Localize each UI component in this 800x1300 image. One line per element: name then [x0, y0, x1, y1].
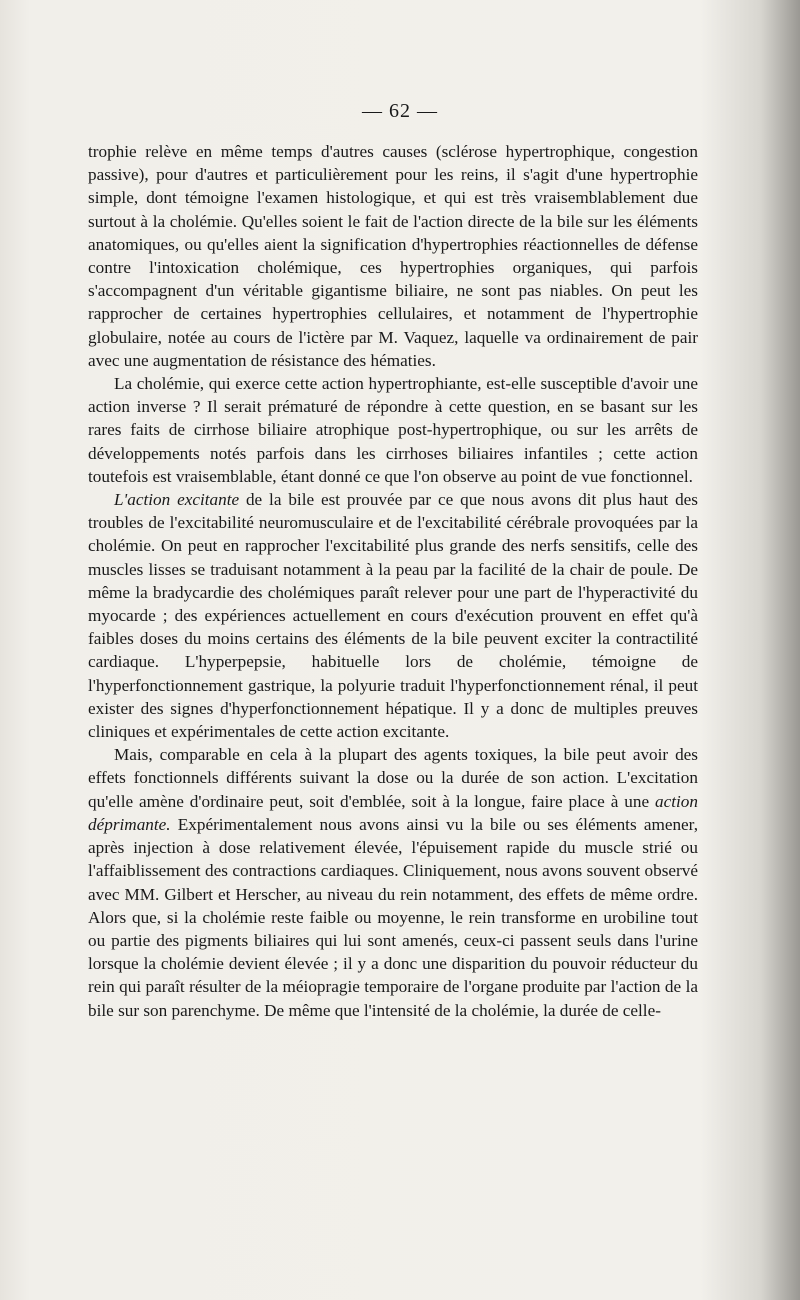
- body-text: [88, 140, 698, 1022]
- paragraph-4-text-after: Expérimentalement nous avons ainsi vu la bile ou ses éléments amener, après injection à dose relativement élevée, l'épuisement rapide du muscle strié ou l'affaiblissement des contractions cardiaques. Cliniquement, nous avons souvent observé avec MM. Gilbert et Herscher, au niveau du rein notamment, des effets de même ordre. Alors que, si la cholémie reste faible ou moyenne, le rein transforme en urobiline tout ou partie des pigments biliaires qui lui sont amenés, ceux-ci passent seuls dans l'urine lorsque la cholémie devient élevée ; il y a donc une disparition du pouvoir réducteur du rein qui paraît résulter de la méiopragie temporaire de l'organe produite par l'action de la bile sur son parenchyme. De même que l'intensité de la cholémie, la durée de celle-: [88, 814, 698, 1020]
- italic-heading-action-excitante: L'action excitante: [114, 490, 240, 510]
- paragraph-4-text-before: Mais, comparable en cela à la plupart des agents toxiques, la bile peut avoir des effets fonctionnels différents suivant la dose ou la durée de son action. L'excitation qu'elle amène d'ordinaire peut, soit d'emblée, soit à la longue, faire place à une: [88, 745, 698, 811]
- italic-action-deprimante: action déprimante.: [88, 791, 698, 834]
- paragraph-3-text: de la bile est prouvée par ce que nous avons dit plus haut des troubles de l'excitabilité neuromusculaire et de l'excitabilité cérébrale provoquées par la cholémie. On peut en rapprocher l'excitabilité plus grande des nerfs sensitifs, celle des muscles lisses se traduisant notamment à la peau par la facilité de la chair de poule. De même la bradycardie des cholémiques paraît relever pour une part de l'hyperactivité du myocarde ; des expériences actuellement en cours d'exécution prouvent en effet qu'à faibles doses du moins certains des éléments de la bile peuvent exciter la contractilité cardiaque. L'hyperpepsie, habituelle lors de cholémie, témoigne de l'hyperfonctionnement gastrique, la polyurie traduit l'hyperfonctionnement rénal, il peut exister des signes d'hyperfonctionnement hépatique. Il y a donc de multiples preuves cliniques et expérimentales de cette action excitante.: [88, 490, 698, 742]
- paragraph-2: La cholémie, qui exerce cette action hypertrophiante, est-elle susceptible d'avoir une action inverse ? Il serait prématuré de répondre à cette question, en se basant sur les rares faits de cirrhose biliaire atrophique post-hypertrophique, ou sur les arrêts de développements notés parfois dans les cirrhoses biliaires infantiles ; cette action toutefois est vraisemblable, étant donné ce que l'on observe au point de vue fonctionnel.: [88, 374, 698, 486]
- paragraph-1: trophie relève en même temps d'autres causes (sclérose hypertrophique, congestion passive), pour d'autres et particulièrement pour les reins, il s'agit d'une hypertrophie simple, dont témoigne l'examen histologique, et qui est très vraisemblablement due surtout à la cholémie. Qu'elles soient le fait de l'action directe de la bile sur les éléments anatomiques, ou qu'elles aient la signification d'hypertrophies réactionnelles de défense contre l'intoxication cholémique, ces hypertrophies organiques, qui parfois s'accompagnent d'un véritable gigantisme biliaire, ne sont pas niables. On peut les rapprocher de certaines hypertrophies cellulaires, et notamment de l'hypertrophie globulaire, notée au cours de l'ictère par M. Vaquez, laquelle va ordinairement de pair avec une augmentation de résistance des hématies.: [88, 142, 698, 370]
- page-number: — 62 —: [362, 100, 438, 122]
- paragraph-4: [88, 743, 698, 1021]
- paragraph-3: [88, 488, 698, 743]
